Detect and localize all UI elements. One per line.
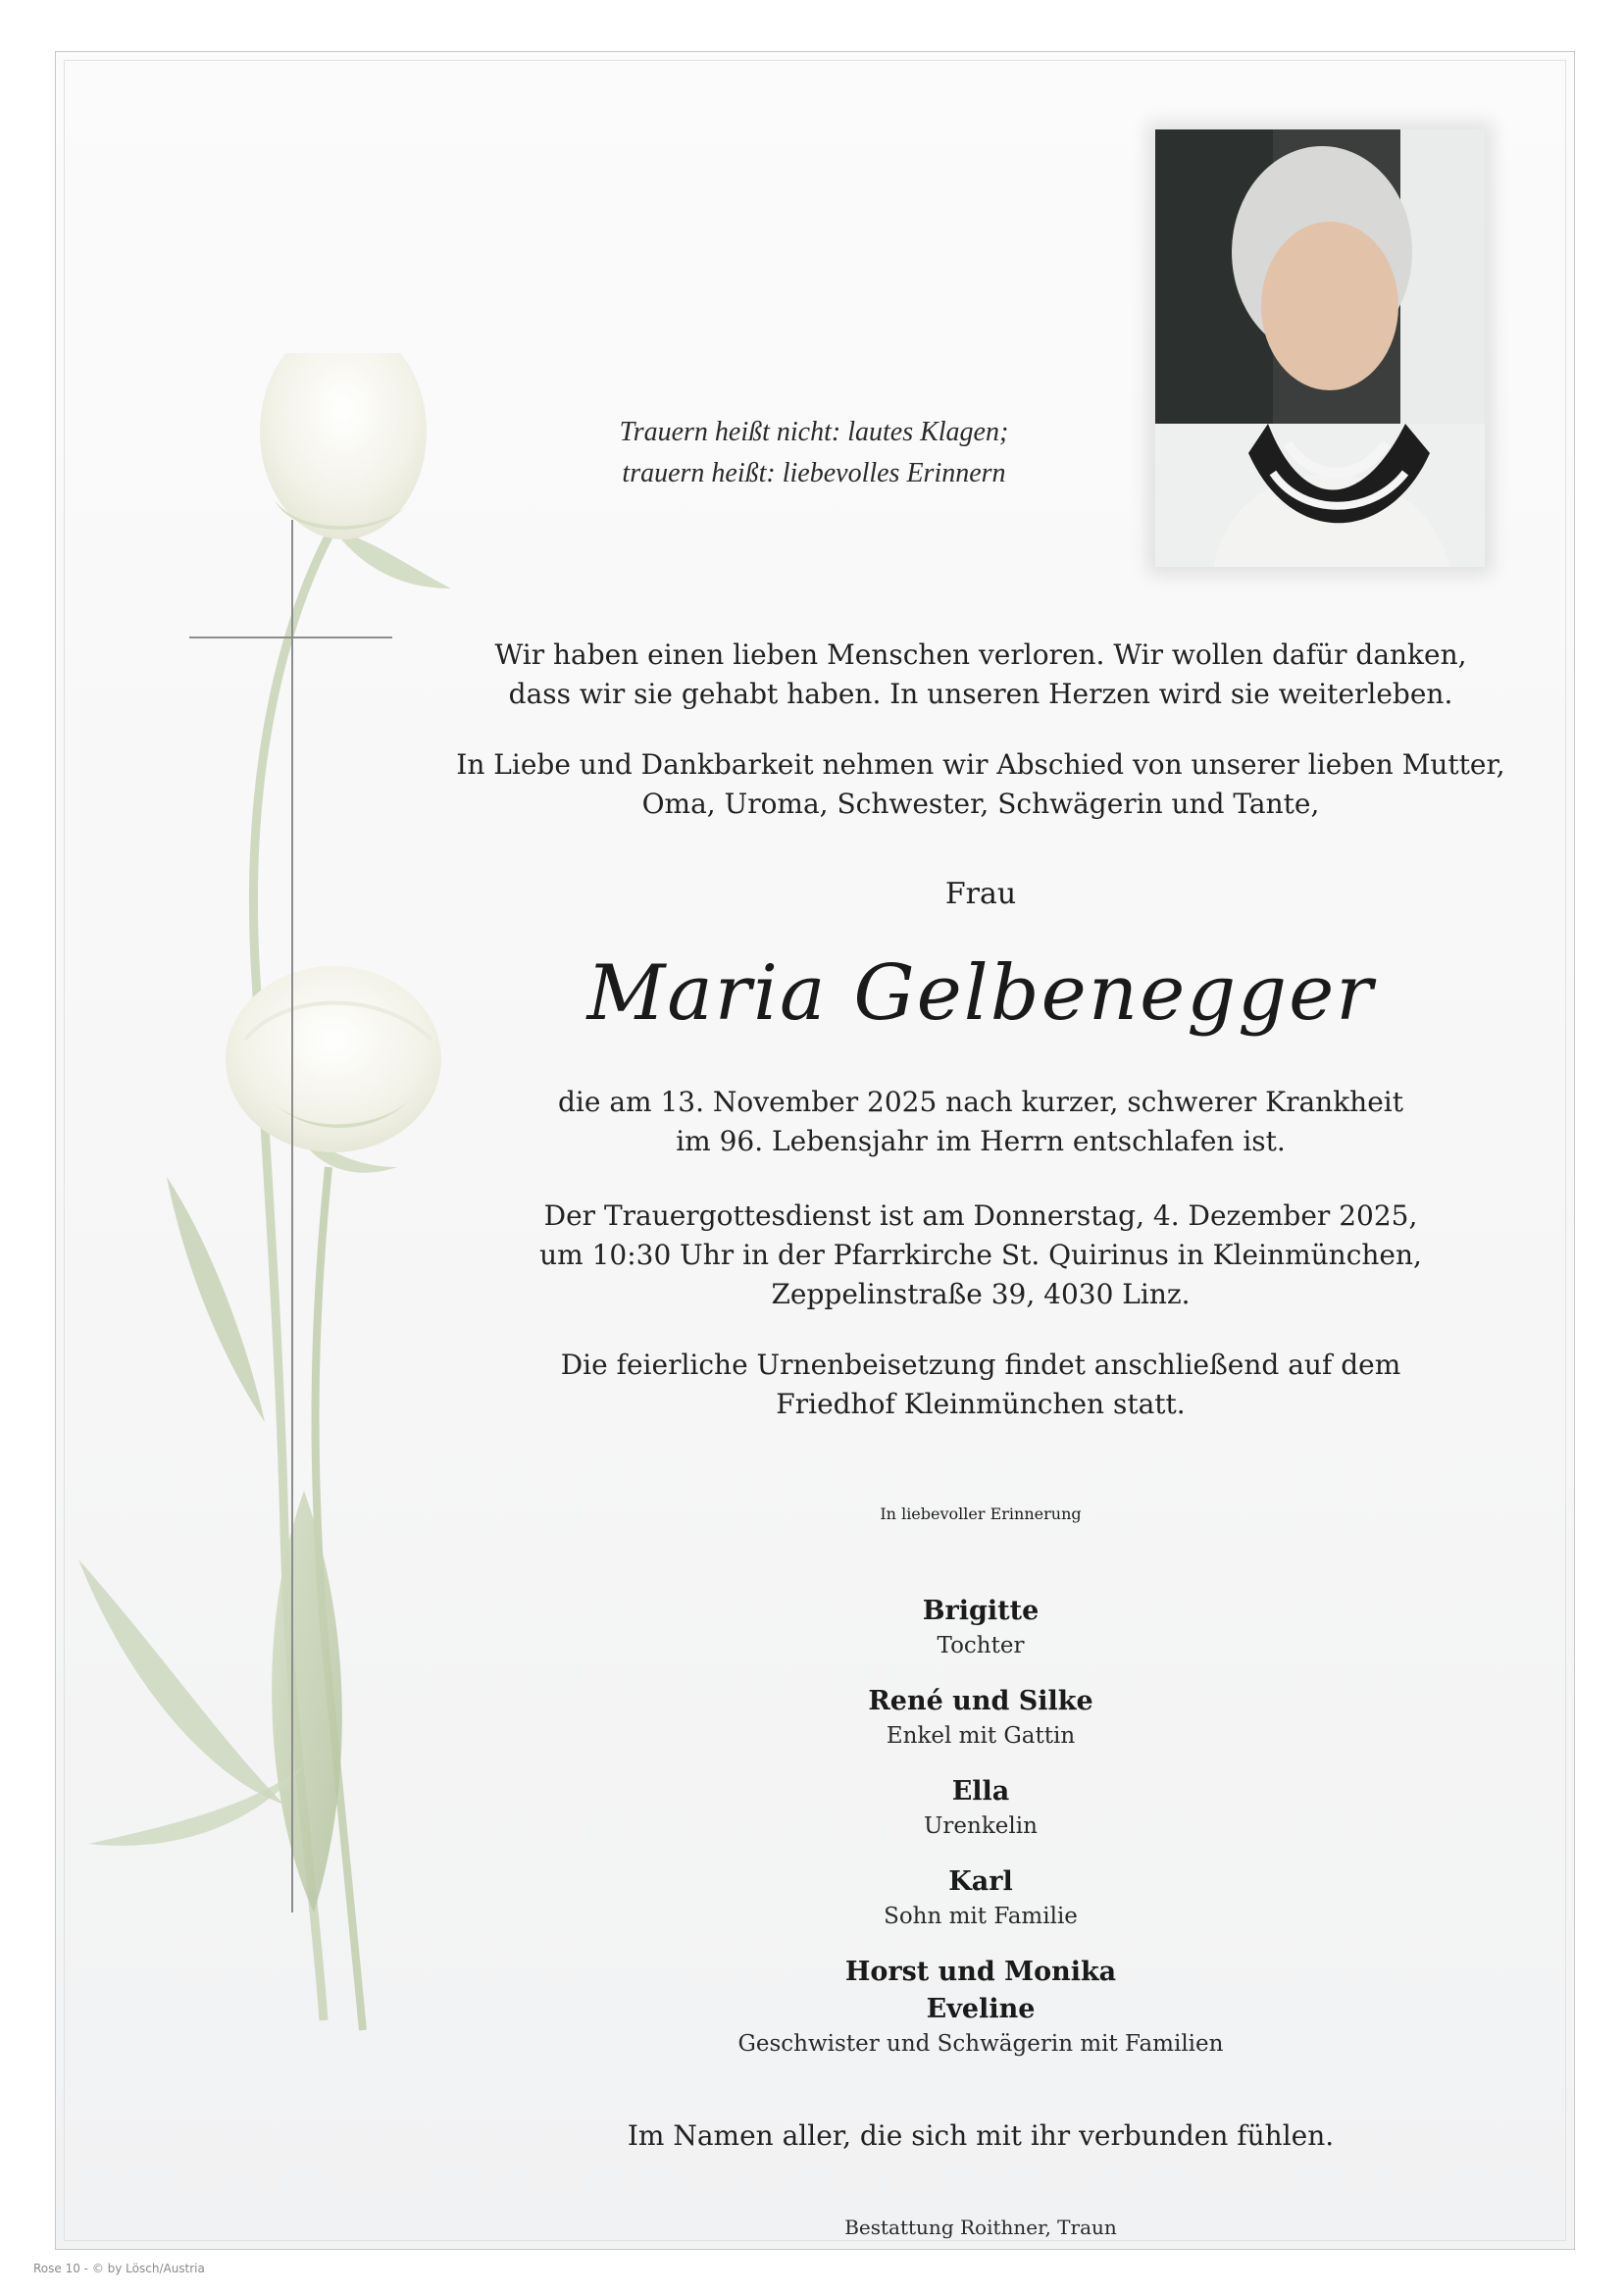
mourner-name: Horst und Monika — [844, 1957, 1117, 1987]
mourner-relation: Geschwister und Schwägerin mit Familien — [737, 2031, 1224, 2057]
mourner-relation: Urenkelin — [924, 1813, 1038, 1839]
farewell-line: In Liebe und Dankbarkeit nehmen wir Abschied von unserer lieben Mutter, — [456, 748, 1505, 781]
mourner-name: Karl — [948, 1866, 1013, 1897]
deceased-name: Maria Gelbenegger — [586, 949, 1375, 1038]
service-line: Der Trauergottesdienst ist am Donnerstag, 4. Dezember 2025, — [543, 1199, 1418, 1232]
death-notice-line: im 96. Lebensjahr im Herrn entschlafen ist. — [676, 1125, 1286, 1157]
mourner-relation: Sohn mit Familie — [884, 1904, 1078, 1929]
closing-line: Im Namen aller, die sich mit ihr verbunden fühlen. — [627, 2119, 1335, 2152]
mourner-relation: Tochter — [937, 1633, 1025, 1658]
mourner-entry — [451, 1683, 1510, 1773]
death-notice — [451, 1083, 1510, 1161]
service-line: um 10:30 Uhr in der Pfarrkirche St. Quirinus in Kleinmünchen, — [539, 1239, 1422, 1271]
quote-line: Trauern heißt nicht: lautes Klagen; — [619, 417, 1009, 447]
intro-line: dass wir sie gehabt haben. In unseren Herzen wird sie weiterleben. — [508, 678, 1453, 710]
burial-line: Friedhof Kleinmünchen statt. — [776, 1388, 1186, 1420]
farewell-line: Oma, Uroma, Schwester, Schwägerin und Tante, — [641, 788, 1320, 820]
portrait-photo — [1155, 129, 1485, 567]
burial-line: Die feierliche Urnenbeisetzung findet anschließend auf dem — [560, 1349, 1401, 1381]
undertaker: Bestattung Roithner, Traun — [844, 2216, 1117, 2239]
intro-line: Wir haben einen lieben Menschen verloren. Wir wollen dafür danken, — [494, 638, 1467, 671]
mourners-list — [451, 1593, 1510, 2060]
quote — [549, 412, 1079, 494]
mourner-entry — [451, 1593, 1510, 1683]
death-notice-line: die am 13. November 2025 nach kurzer, schwerer Krankheit — [558, 1086, 1403, 1118]
mourner-name-second: Eveline — [926, 1994, 1036, 2024]
remembrance-heading: In liebevoller Erinnerung — [880, 1504, 1082, 1523]
burial-info — [451, 1346, 1510, 1424]
mourner-entry — [451, 1863, 1510, 1954]
mourner-relation: Enkel mit Gattin — [886, 1723, 1076, 1749]
mourner-name: Ella — [951, 1776, 1010, 1807]
rose-decoration-image — [59, 353, 490, 2040]
mourner-name: René und Silke — [868, 1686, 1093, 1716]
copyright-note: Rose 10 - © by Lösch/Austria — [33, 2262, 205, 2275]
mourner-entry — [451, 1773, 1510, 1863]
salutation: Frau — [944, 877, 1017, 911]
service-line: Zeppelinstraße 39, 4030 Linz. — [771, 1278, 1191, 1310]
farewell-paragraph — [451, 745, 1510, 824]
service-info — [451, 1197, 1510, 1314]
quote-line: trauern heißt: liebevolles Erinnern — [622, 458, 1006, 488]
mourner-name: Brigitte — [922, 1596, 1040, 1626]
mourner-entry — [451, 1954, 1510, 2060]
intro-paragraph — [451, 636, 1510, 714]
